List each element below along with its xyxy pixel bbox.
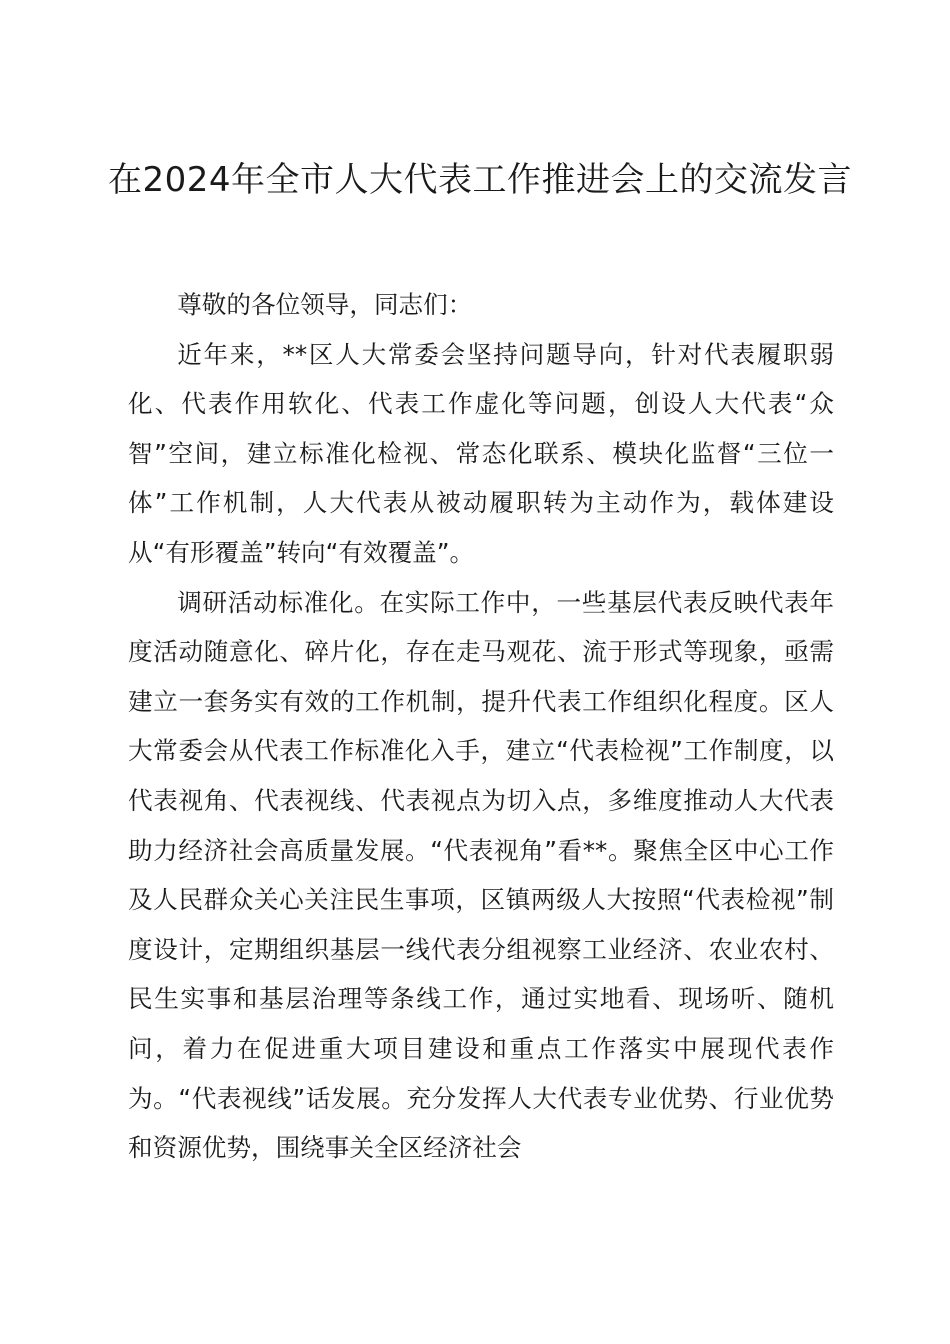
paragraph-standardization: 调研活动标准化。在实际工作中，一些基层代表反映代表年度活动随意化、碎片化，存在走马观花、流于形式等现象，亟需建立一套务实有效的工作机制，提升代表工作组织化程度。区人大常委会从代表工作标准化入手，建立“代表检视”工作制度，以代表视角、代表视线、代表视点为切入点，多维度推动人大代表助力经济社会高质量发展。“代表视角”看**。聚焦全区中心工作及人民群众关心关注民生事项，区镇两级人大按照“代表检视”制度设计，定期组织基层一线代表分组视察工业经济、农业农村、民生实事和基层治理等条线工作，通过实地看、现场听、随机问，着力在促进重大项目建设和重点工作落实中展现代表作为。“代表视线”话发展。充分发挥人大代表专业优势、行业优势和资源优势，围绕事关全区经济社会: [128, 587, 834, 1163]
document-title: 在2024年全市人大代表工作推进会上的交流发言: [107, 160, 853, 200]
salutation: 尊敬的各位领导，同志们：: [177, 290, 473, 319]
document-body: [128, 280, 834, 1173]
paragraph-intro: 近年来，**区人大常委会坚持问题导向，针对代表履职弱化、代表作用软化、代表工作虚化等问题，创设人大代表“众智”空间，建立标准化检视、常态化联系、模块化监督“三位一体”工作机制，人大代表从被动履职转为主动作为，载体建设从“有形覆盖”转向“有效覆盖”。: [128, 339, 834, 567]
